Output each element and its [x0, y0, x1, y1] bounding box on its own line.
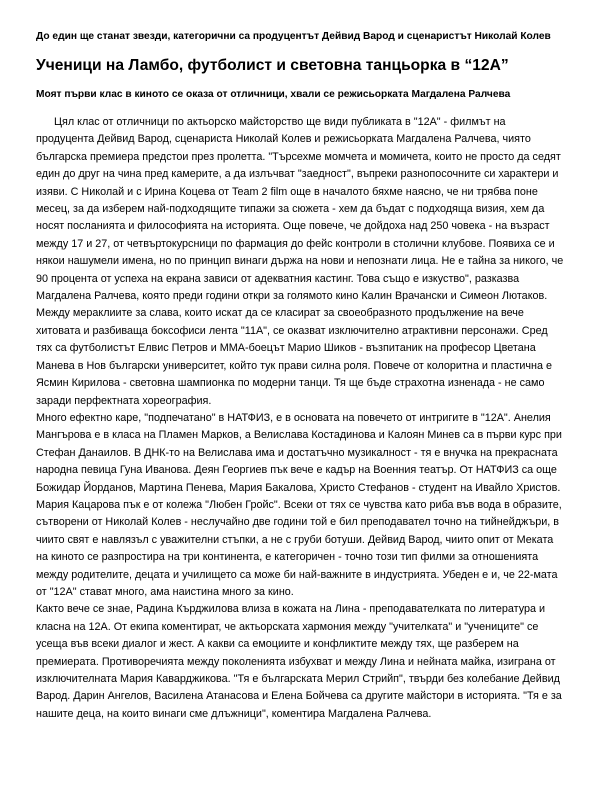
- article-body: [36, 114, 564, 723]
- body-paragraph: Цял клас от отличници по актьорско майсторство ще види публиката в "12А" - филмът на продуцента Дейвид Варод, сценариста Николай Колев и режисьорката Магдалена Ралчева, чиято българска премиера предстои през пролетта. "Търсехме момчета и момичета, които не просто да седят един до друг на чина пред камерите, а да излъчват "заедност", въпреки разнопосочните си характери и изяви. С Николай и с Ирина Коцева от Team 2 film още в началото бяхме наясно, че ни трябва поне месец, за да изберем най-подходящите типажи за сюжета - хем да бъдат с подходяща визия, хем да носят посланията и философията на историята. Още повече, че дойдоха над 250 човека - на възраст между 17 и 27, от четвъртокурсници по фармация до фейс контроли в столични клубове. Появиха се и някои нашумели имена, но по принцип винаги държа на нови и непознати лица. Не е тайна за никого, че 90 процента от успеха на екрана зависи от адекватния кастинг. Това също е изкуство", разказва Магдалена Ралчева, която преди години откри за голямото кино Калин Врачански и Симеон Лютаков. Между мераклиите за слава, които искат да се класират за своеобразното продължение на вече хитовата и разбиваща боксофиси лента "11А", се оказват изключително атрактивни персонажи. Сред тях са футболистът Елвис Петров и ММА-боецът Марио Шиков - възпитаник на професор Цветана Манева в Нов български университет, който тук прави силна роля. Повече от колоритна и пластична е Ясмин Кирилова - световна шампионка по модерни танци. Тя ще бъде страхотна изненада - не само заради перфектната хореография.: [36, 116, 564, 407]
- article-subtitle: Моят първи клас в киното се оказа от отличници, хвали се режисьорката Магдалена Ралчева: [36, 89, 511, 100]
- article-headline: Ученици на Ламбо, футболист и световна танцьорка в “12А”: [36, 57, 509, 74]
- article: [36, 30, 564, 723]
- body-paragraph: Както вече се знае, Радина Кърджилова влиза в кожата на Лина - преподавателката по литература и класна на 12А. От екипа коментират, че актьорската хармония между "учителката" и "учениците" се усеща във всеки диалог и жест. А какви са емоциите и конфликтите между тях, ще разберем на премиерата. Противоречията между поколенията избухват и между Лина и нейната майка, изиграна от изключителната Мария Каварджикова. "Тя е българската Мерил Стрийп", твърди без колебание Дейвид Варод. Дарин Ангелов, Василена Атанасова и Елена Бойчева са другите майстори в историята. "Тя е за нашите деца, на които винаги сме длъжници", коментира Магдалена Ралчева.: [36, 603, 562, 720]
- body-paragraph: Много ефектно каре, "подпечатано" в НАТФИЗ, е в основата на повечето от интригите в "12А". Анелия Мангърова е в класа на Пламен Марков, а Велислава Костадинова и Калоян Минев са в първи курс при Стефан Данаилов. В ДНК-то на Велислава има и достатъчно музикалност - тя е внучка на прекрасната народна певица Гуна Иванова. Деян Георгиев пък вече е кадър на Военния театър. От НАТФИЗ са още Божидар Йорданов, Мартина Пенева, Мария Бакалова, Христо Стефанов - студент на Ивайло Христов. Мария Кацарова пък е от колежа "Любен Гройс". Всеки от тях се чувства като риба във вода в образите, сътворени от Николай Колев - неслучайно две години той е бил преподавател точно на тийнейджъри, в чиито свят е навлязъл с уважителни стъпки, а не с груби ботуши. Дейвид Варод, чиито опит от Меката на киното се разпростира на три континента, е категоричен - точно този тип филми за отношенията между родителите, децата и училището са може би най-важните в индустрията. Убеден е и, че 22-мата от "12А" стават много, ама наистина много за кино.: [36, 411, 562, 598]
- article-kicker: До един ще станат звезди, категорични са продуцентът Дейвид Варод и сценаристът Николай Колев: [36, 31, 551, 42]
